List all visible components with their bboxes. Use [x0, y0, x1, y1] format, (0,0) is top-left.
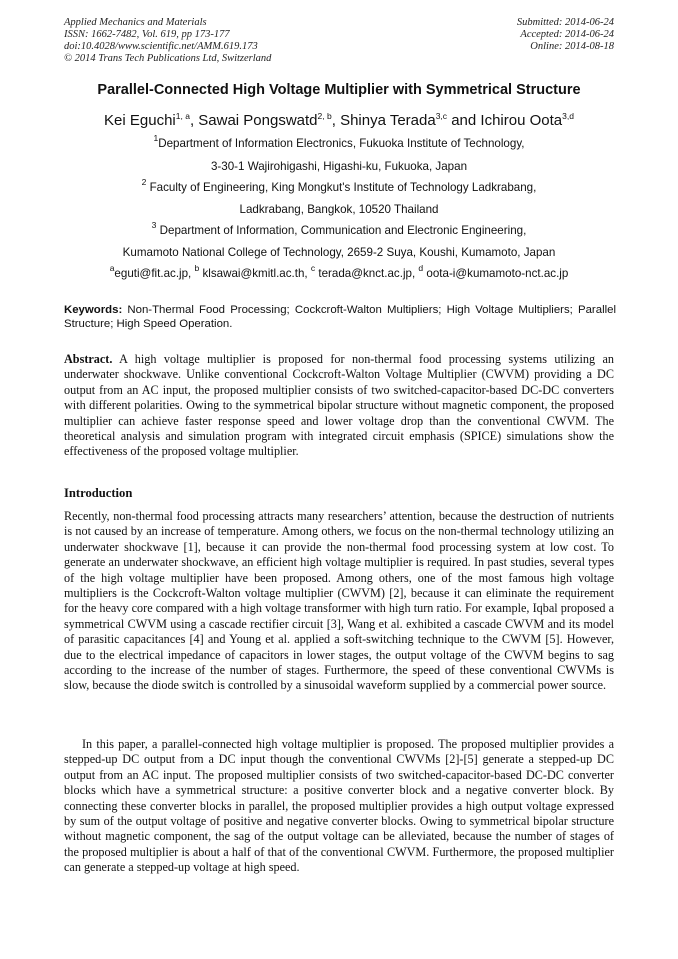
journal-copyright: © 2014 Trans Tech Publications Ltd, Switzerland — [64, 53, 272, 64]
email-address: klsawai@kmitl.ac.th, — [199, 267, 311, 280]
journal-info — [64, 17, 271, 65]
keywords-label: Keywords: — [64, 304, 123, 316]
abstract — [64, 352, 614, 460]
journal-name: Applied Mechanics and Materials — [64, 17, 207, 28]
paper-title: Parallel-Connected High Voltage Multiplier with Symmetrical Structure — [97, 82, 581, 98]
author-emails — [20, 263, 658, 281]
journal-doi: doi:10.4028/www.scientific.net/AMM.619.173 — [64, 41, 258, 52]
email-marker: a — [109, 263, 115, 273]
author-name: Sawai Pongswatd — [198, 112, 318, 129]
abstract-label: Abstract. — [64, 352, 113, 366]
author-separator: , — [331, 112, 341, 129]
email-address: eguti@fit.ac.jp, — [114, 267, 195, 280]
author-list — [20, 112, 658, 129]
introduction-paragraph-2: In this paper, a parallel-connected high voltage multiplier is proposed. The proposed multiplier provides a stepped-up DC output from a DC input though the conventional CWVMs [2]-[5] generate a stepped-up DC output from an AC input. The proposed multiplier consists of two switched-capacitor-based DC-DC converter blocks which have a symmetrical structure: a positive converter block and a negative converter block. By connecting these converter blocks in parallel, the proposed multiplier provides a high output voltage expressed by sum of the output voltage of positive and negative converter blocks. Owing to symmetrical bipolar structure without magnetic component, the sag of the output voltage can be alleviated, because the number of stages of the proposed multiplier is about a half of that of the conventional CWVM. Furthermore, the proposed multiplier can generate a stepped-up voltage at high speed. — [64, 737, 614, 875]
affiliation-3-line-1: $^3$ Department of Information, Communication and Electronic Engineering, — [151, 220, 527, 237]
author-name: Ichirou Oota — [480, 112, 563, 129]
author-separator: , — [189, 112, 199, 129]
affiliation-1-line-2: 3-30-1 Wajirohigashi, Higashi-ku, Fukuoka, Japan — [210, 160, 468, 173]
affiliation-3-line-2: Kumamoto National College of Technology, 2659-2 Suya, Koushi, Kumamoto, Japan — [122, 246, 556, 259]
author-name: Shinya Terada — [340, 112, 436, 129]
keywords — [64, 303, 616, 331]
journal-issn: ISSN: 1662-7482, Vol. 619, pp 173-177 — [64, 29, 230, 40]
author-affiliation-marker: 3,c — [435, 111, 448, 121]
email-address: terada@knct.ac.jp, — [315, 267, 419, 280]
affiliation-marker: 1 — [153, 133, 159, 143]
affiliation-2-line-2: Ladkrabang, Bangkok, 10520 Thailand — [239, 203, 439, 216]
email-marker: c — [310, 263, 316, 273]
submission-dates — [517, 17, 614, 53]
author-affiliation-marker: 1, a — [175, 111, 190, 121]
email-address: oota-i@kumamoto-nct.ac.jp — [423, 267, 569, 280]
author-affiliation-marker: 2, b — [317, 111, 332, 121]
keywords-text: Non-Thermal Food Processing; Cockcroft-Walton Multipliers; High Voltage Multipliers; Parallel Structure; High Speed Operation. — [64, 304, 616, 330]
author-affiliation-marker: 3,d — [562, 111, 574, 121]
affiliation-2-line-1: $^2$ Faculty of Engineering, King Mongkut's Institute of Technology Ladkrabang, — [141, 177, 537, 194]
abstract-text: A high voltage multiplier is proposed for non-thermal food processing systems utilizing an underwater shockwave. Unlike conventional Cockcroft-Walton Voltage Multiplier (CWVM) providing a DC output from an AC input, the proposed multiplier consists of two switched-capacitor-based DC-DC converters with different polarities. Owing to the symmetrical bipolar structure without magnetic component, the proposed multiplier can achieve faster response speed and lower voltage drop than the conventional CWVM. The theoretical analysis and simulation program with integrated circuit emphasis (SPICE) simulations show the effectiveness of the proposed voltage multiplier. — [64, 352, 614, 459]
affiliation-marker: 3 — [151, 220, 157, 230]
author-name: Kei Eguchi — [104, 112, 176, 129]
affiliation-1-line-1: $^1$Department of Information Electronics, Fukuoka Institute of Technology, — [153, 133, 525, 150]
submitted-date: Submitted: 2014-06-24 — [516, 17, 614, 28]
affiliation-marker: 2 — [141, 177, 147, 187]
email-marker: d — [418, 263, 424, 273]
introduction-paragraph-1: Recently, non-thermal food processing attracts many researchers’ attention, because the destruction of nutrients is not caused by an increase of temperature. Among others, we focus on the non-thermal technology utilizing an underwater shockwave [1], because it can provide the non-thermal food processing system at low cost. To generate an underwater shockwave, an efficient high voltage multiplier is required. In past studies, several types of the high voltage multiplier have been proposed. Among others, one of the most famous high voltage multipliers is the Cockcroft-Walton voltage multiplier (CWVM) [2], because it can eliminate the requirement for the heavy core compared with a high voltage transformer with high turn ratio. For example, Iqbal proposed a symmetrical CWVM using a cascade rectifier circuit [3], Wang et al. exhibited a cascade CWVM and its model of parasitic capacitances [4] and Young et al. applied a soft-switching technique to the CWVM [5]. However, due to the electrical impedance of capacitors in lower stages, the output voltage of the CWVM begins to sag according to the increase of the number of stages. Furthermore, the speed of these conventional CWVMs is slow, because the diode switch is controlled by a sinusoidal waveform supplied by a commercial power source. — [64, 509, 614, 693]
accepted-date: Accepted: 2014-06-24 — [520, 29, 614, 40]
author-separator: and — [447, 112, 481, 129]
online-date: Online: 2014-08-18 — [530, 41, 614, 52]
email-marker: b — [194, 263, 200, 273]
introduction-heading: Introduction — [64, 486, 133, 500]
